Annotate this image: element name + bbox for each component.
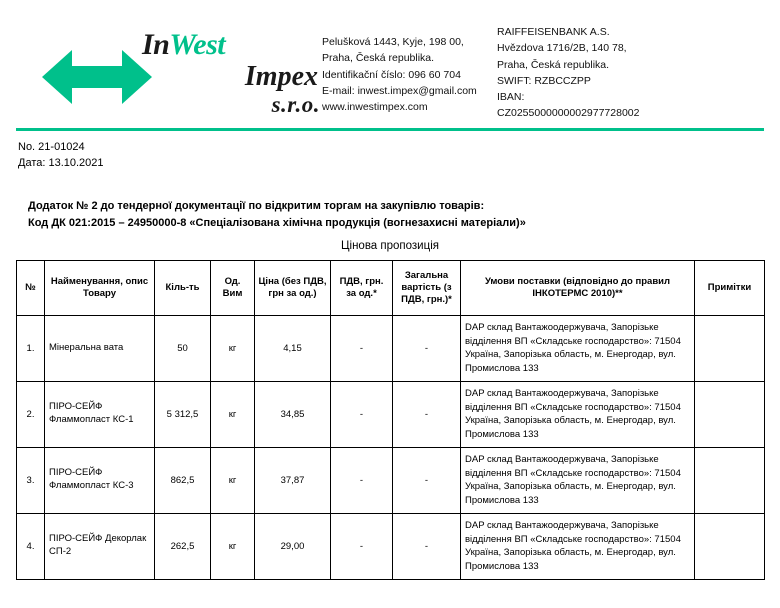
cell-qty: 5 312,5 — [155, 381, 211, 447]
company-address — [322, 22, 487, 115]
cell-notes — [695, 447, 765, 513]
address-line-2: Praha, Česká republika. — [322, 52, 435, 65]
terms-line-3: Україна, Запорізька область, м. Енергодар, вул. — [465, 415, 676, 427]
letterhead — [16, 0, 764, 122]
cell-total: - — [393, 513, 461, 579]
cell-notes — [695, 513, 765, 579]
document-title — [16, 198, 764, 232]
cell-vat: - — [331, 381, 393, 447]
company-logo — [16, 22, 322, 116]
cell-qty: 862,5 — [155, 447, 211, 513]
cell-vat: - — [331, 513, 393, 579]
cell-name: ПІРО-СЕЙФ Фламмопласт КС-1 — [45, 381, 155, 447]
terms-line-3: Україна, Запорізька область, м. Енергодар, вул. — [465, 481, 676, 493]
cell-price: 29,00 — [255, 513, 331, 579]
bank-line-6: CZ0255000000002977728002 — [497, 107, 640, 120]
table-row — [17, 447, 765, 513]
cell-name: ПІРО-СЕЙФ Декорлак СП-2 — [45, 513, 155, 579]
logo-text-west: West — [169, 28, 226, 61]
terms-line-1: DAP склад Вантажоодержувача, Запорізьке — [465, 388, 659, 400]
cell-vat: - — [331, 315, 393, 381]
cell-qty: 262,5 — [155, 513, 211, 579]
col-header-delivery-terms: Умови поставки (відповідно до правил ІНКОТЕРМС 2010)** — [461, 260, 695, 315]
bank-line-5: IBAN: — [497, 91, 525, 104]
col-header-total: Загальна вартість (з ПДВ, грн.)* — [393, 260, 461, 315]
table-row — [17, 315, 765, 381]
bank-line-4: SWIFT: RZBCCZPP — [497, 74, 591, 87]
terms-line-4: Промислова 133 — [465, 428, 539, 440]
cell-qty: 50 — [155, 315, 211, 381]
address-line-3: Identifikační číslo: 096 60 704 — [322, 68, 461, 81]
col-header-notes: Примітки — [695, 260, 765, 315]
cell-price: 4,15 — [255, 315, 331, 381]
cell-unit: кг — [211, 315, 255, 381]
cell-delivery-terms — [461, 381, 695, 447]
table-row — [17, 513, 765, 579]
double-arrow-icon — [42, 46, 152, 108]
address-line-5: www.inwestimpex.com — [322, 101, 428, 114]
bank-line-3: Praha, Česká republika. — [497, 58, 610, 71]
cell-notes — [695, 381, 765, 447]
cell-name: Мінеральна вата — [45, 315, 155, 381]
address-line-4: E-mail: inwest.impex@gmail.com — [322, 84, 477, 97]
bank-details — [487, 22, 764, 122]
cell-delivery-terms — [461, 513, 695, 579]
cell-total: - — [393, 381, 461, 447]
cell-num: 4. — [17, 513, 45, 579]
terms-line-1: DAP склад Вантажоодержувача, Запорізьке — [465, 322, 659, 334]
table-header-row — [17, 260, 765, 315]
title-line-1: Додаток № 2 до тендерної документації по відкритим торгам на закупівлю товарів: — [28, 199, 485, 212]
col-header-unit: Од. Вим — [211, 260, 255, 315]
title-line-2: Код ДК 021:2015 – 24950000-8 «Спеціалізована хімічна продукція (вогнезахисні матеріали)» — [28, 216, 526, 229]
header-divider — [16, 128, 764, 131]
price-offer-table — [16, 260, 765, 580]
table-row — [17, 381, 765, 447]
cell-total: - — [393, 315, 461, 381]
document-meta — [16, 139, 764, 172]
terms-line-2: відділення ВП «Складське господарство»: 71504 — [465, 401, 681, 413]
offer-subtitle: Цінова пропозиція — [341, 239, 439, 252]
bank-line-2: Hvězdova 1716/2B, 140 78, — [497, 42, 627, 55]
bank-line-1: RAIFFEISENBANK A.S. — [497, 26, 610, 38]
cell-delivery-terms — [461, 447, 695, 513]
cell-notes — [695, 315, 765, 381]
terms-line-2: відділення ВП «Складське господарство»: 71504 — [465, 467, 681, 479]
terms-line-4: Промислова 133 — [465, 362, 539, 374]
col-header-name: Найменування, опис Товару — [45, 260, 155, 315]
col-header-price: Ціна (без ПДВ, грн за од.) — [255, 260, 331, 315]
col-header-num: № — [17, 260, 45, 315]
cell-num: 2. — [17, 381, 45, 447]
logo-text-in: In — [142, 28, 170, 61]
col-header-qty: Кіль-ть — [155, 260, 211, 315]
cell-num: 3. — [17, 447, 45, 513]
cell-unit: кг — [211, 513, 255, 579]
terms-line-2: відділення ВП «Складське господарство»: 71504 — [465, 533, 681, 545]
terms-line-1: DAP склад Вантажоодержувача, Запорізьке — [465, 454, 659, 466]
terms-line-1: DAP склад Вантажоодержувача, Запорізьке — [465, 520, 659, 532]
cell-price: 37,87 — [255, 447, 331, 513]
cell-name: ПІРО-СЕЙФ Фламмопласт КС-3 — [45, 447, 155, 513]
cell-price: 34,85 — [255, 381, 331, 447]
terms-line-2: відділення ВП «Складське господарство»: 71504 — [465, 335, 681, 347]
document-number: No. 21-01024 — [18, 140, 85, 153]
terms-line-3: Україна, Запорізька область, м. Енергодар, вул. — [465, 349, 676, 361]
cell-vat: - — [331, 447, 393, 513]
document-date: Дата: 13.10.2021 — [18, 157, 104, 170]
terms-line-4: Промислова 133 — [465, 494, 539, 506]
terms-line-3: Україна, Запорізька область, м. Енергодар, вул. — [465, 547, 676, 559]
terms-line-4: Промислова 133 — [465, 560, 539, 572]
cell-total: - — [393, 447, 461, 513]
address-line-1: Pelušková 1443, Kyje, 198 00, — [322, 36, 464, 48]
cell-delivery-terms — [461, 315, 695, 381]
cell-unit: кг — [211, 447, 255, 513]
cell-num: 1. — [17, 315, 45, 381]
cell-unit: кг — [211, 381, 255, 447]
col-header-vat: ПДВ, грн. за од.* — [331, 260, 393, 315]
logo-text-impex: Impex — [244, 61, 318, 92]
logo-text-sro: s.r.o. — [271, 92, 320, 117]
